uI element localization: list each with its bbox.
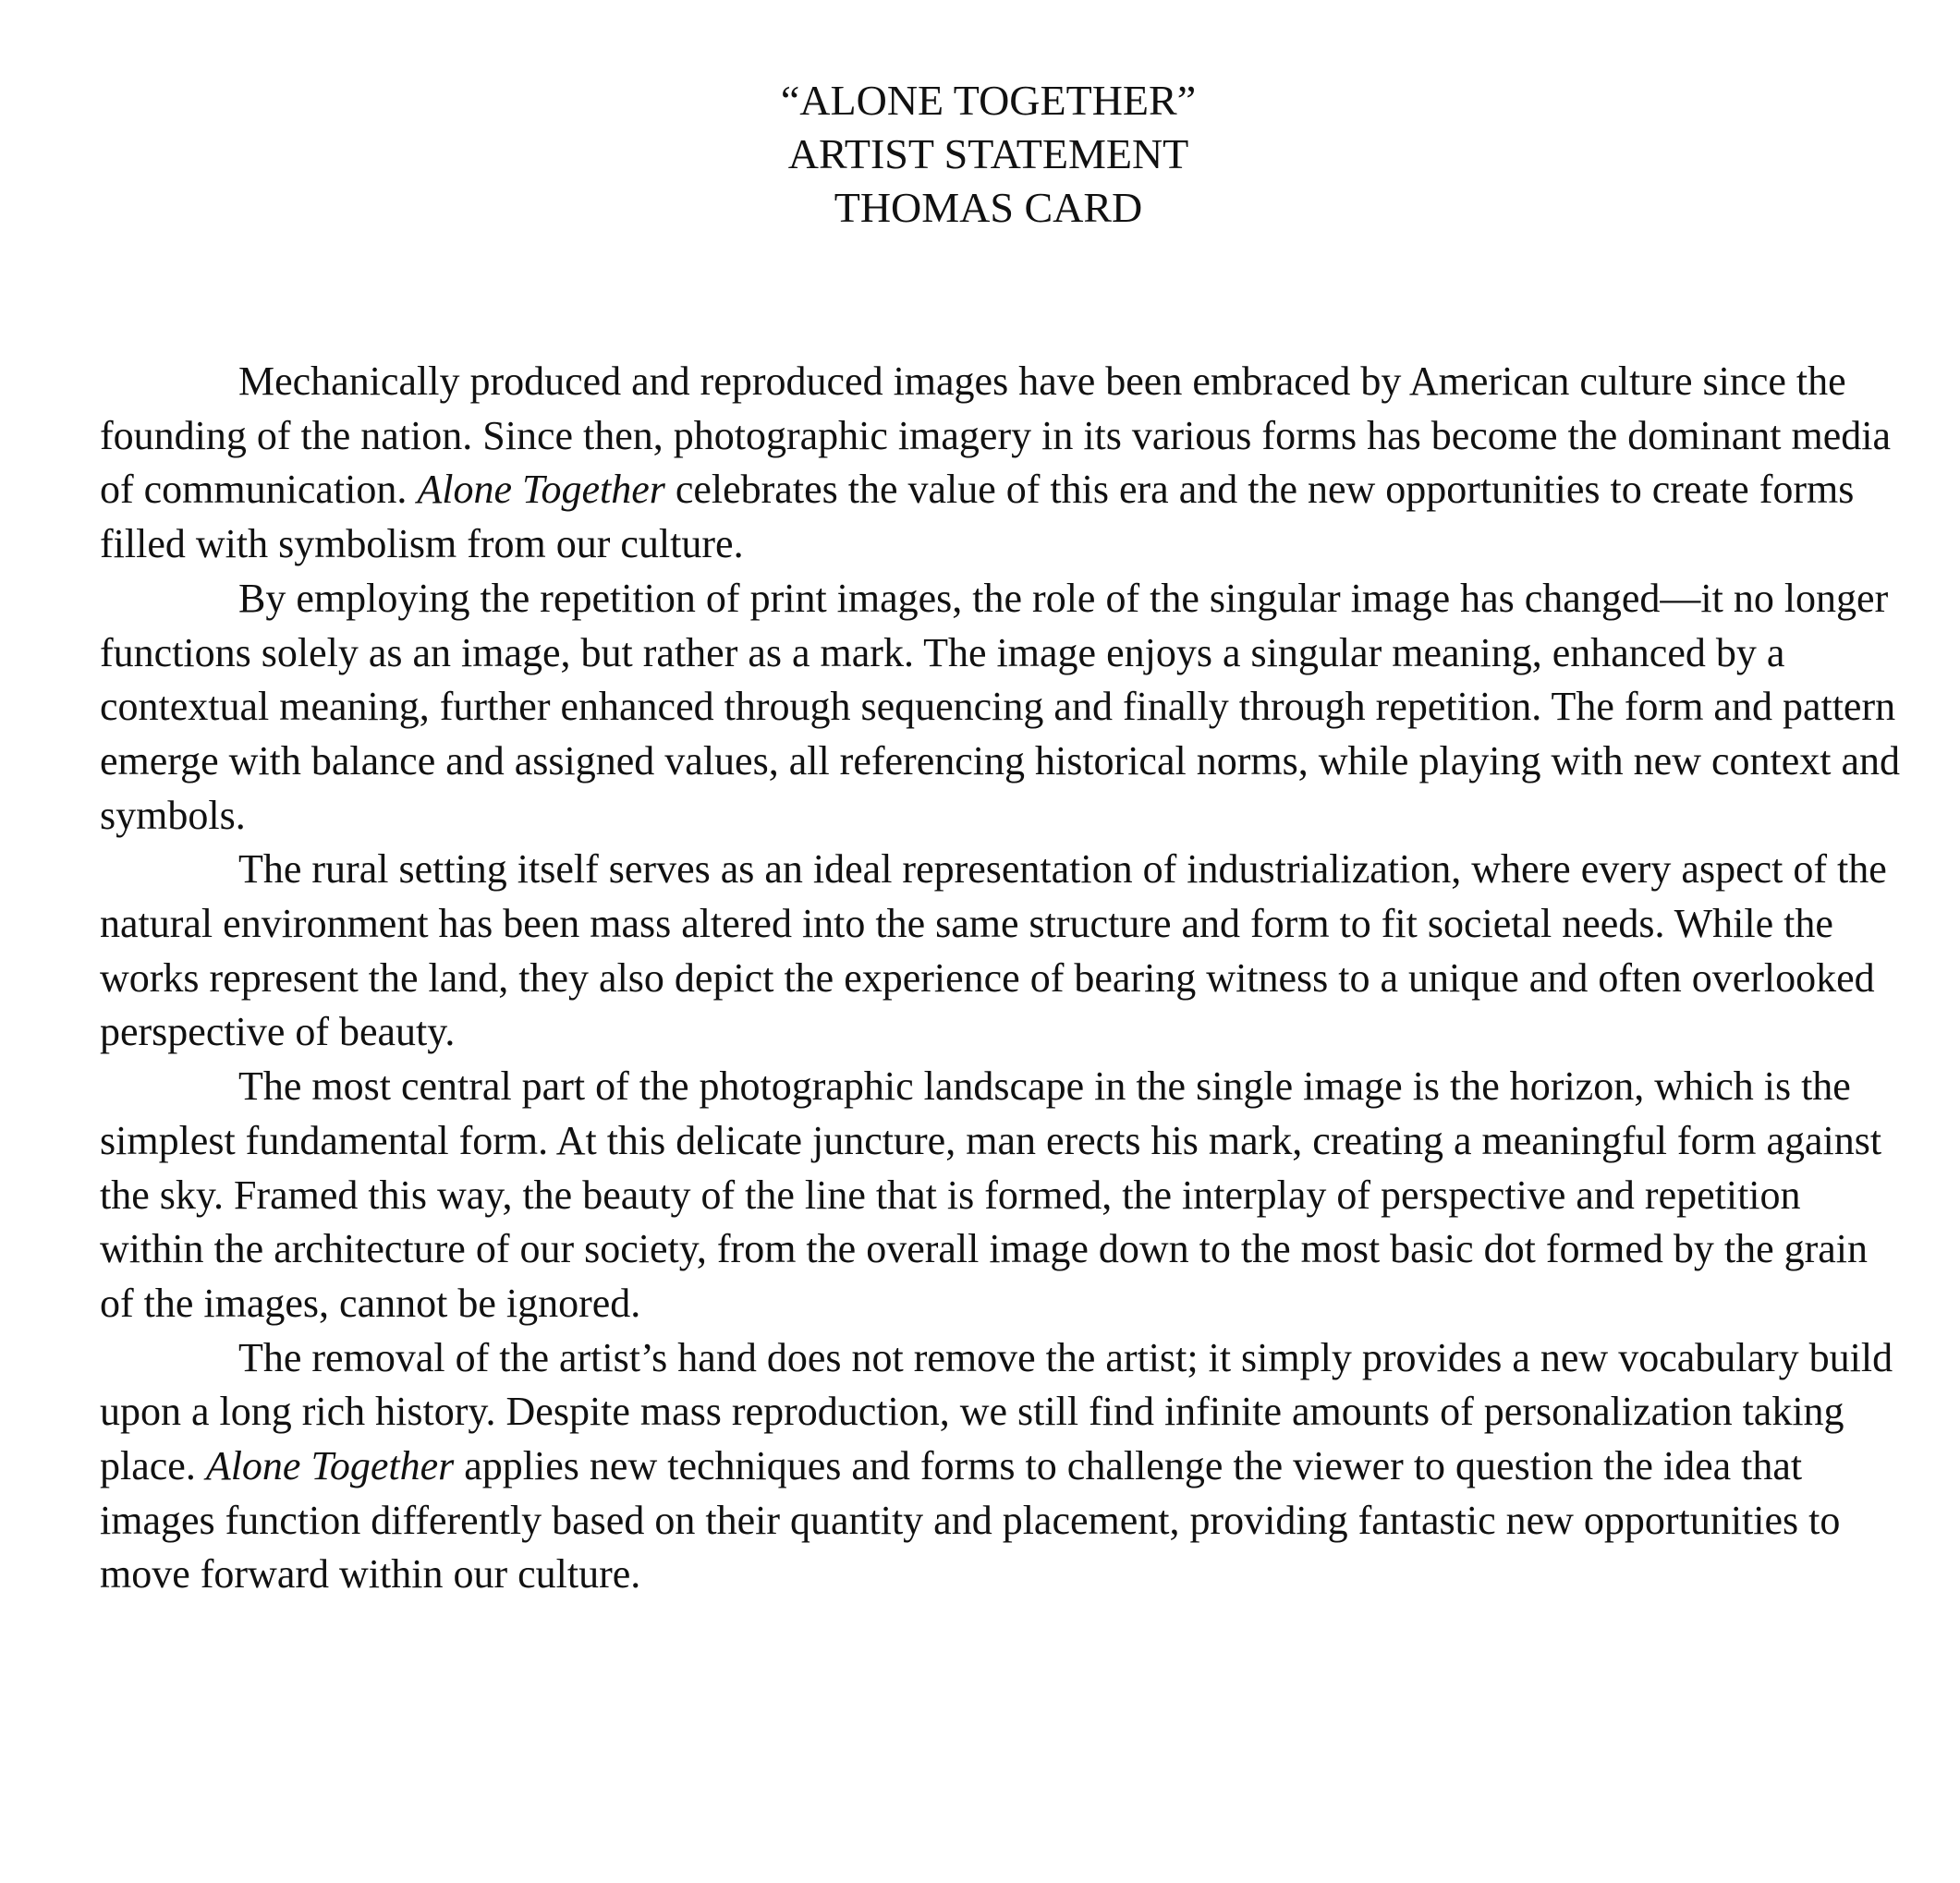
paragraph-5-italic-title: Alone Together <box>205 1443 455 1489</box>
paragraph-4 <box>100 1060 1911 1331</box>
paragraph-1-italic-title: Alone Together <box>417 467 665 513</box>
paragraph-1 <box>100 355 1911 572</box>
paragraph-5-text-after: applies new techniques and forms to challenge the viewer to question the idea that images function differently based on their quantity and placement, providing fantastic new opportunities to move forward within our culture. <box>100 1443 1841 1598</box>
document-subtitle: ARTIST STATEMENT <box>787 130 1189 177</box>
paragraph-5-text: The removal of the artist’s hand does not remove the artist; it simply provides a new vocabulary build upon a long rich history. Despite mass reproduction, we still find infinite amounts of personalization taking place. <box>100 1334 1893 1489</box>
document-title: “ALONE TOGETHER” <box>780 77 1197 124</box>
paragraph-1-text-after: celebrates the value of this era and the new opportunities to create forms filled with symbolism from our culture. <box>100 467 1855 567</box>
statement-body <box>100 355 1911 1602</box>
title-block <box>81 74 1895 235</box>
paragraph-3-text: The rural setting itself serves as an ideal representation of industrialization, where every aspect of the natural environment has been mass altered into the same structure and form to fit societal needs. While the works represent the land, they also depict the experience of bearing witness to a unique and often overlooked perspective of beauty. <box>100 846 1887 1055</box>
paragraph-2 <box>100 572 1911 844</box>
paragraph-4-text: The most central part of the photographic landscape in the single image is the horizon, which is the simplest fundamental form. At this delicate juncture, man erects his mark, creating a meaningful form against the sky. Framed this way, the beauty of the line that is formed, the interplay of perspective and repetition within the architecture of our society, from the overall image down to the most basic dot formed by the grain of the images, cannot be ignored. <box>100 1063 1882 1326</box>
paragraph-5 <box>100 1331 1911 1603</box>
paragraph-3 <box>100 843 1911 1060</box>
document-author: THOMAS CARD <box>834 184 1143 231</box>
paragraph-1-text: Mechanically produced and reproduced images have been embraced by American culture since the founding of the nation. Since then, photographic imagery in its various forms has become the dominant media of communication. <box>100 358 1891 513</box>
paragraph-2-text: By employing the repetition of print images, the role of the singular image has changed—it no longer functions solely as an image, but rather as a mark. The image enjoys a singular meaning, enhanced by a contextual meaning, further enhanced through sequencing and finally through repetition. The form and pattern emerge with balance and assigned values, all referencing historical norms, while playing with new context and symbols. <box>100 575 1901 838</box>
